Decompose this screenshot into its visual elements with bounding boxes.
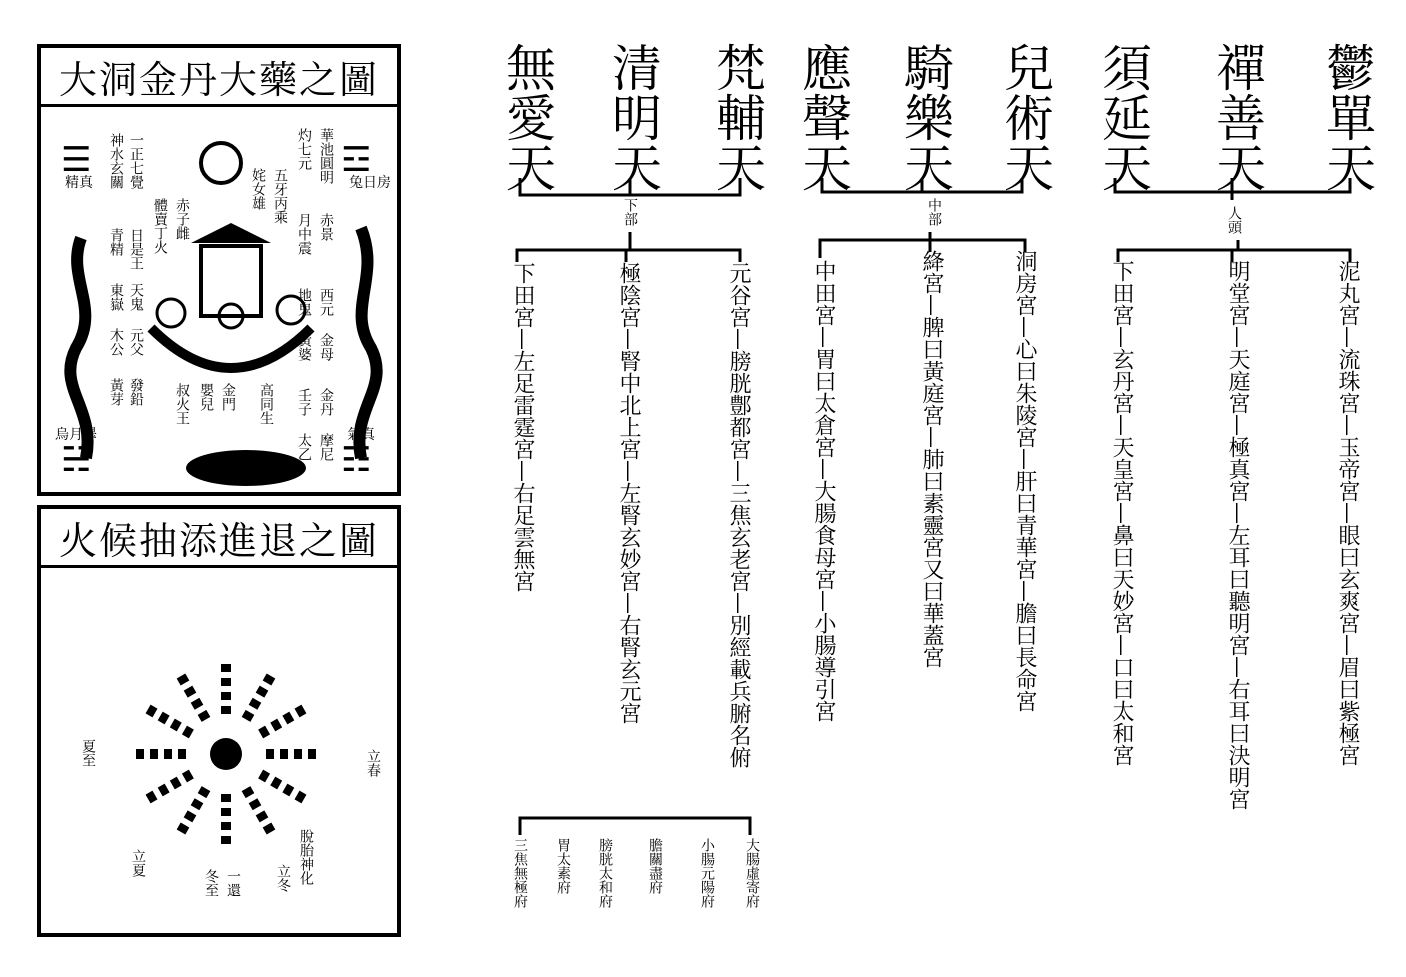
heaven-title: 兒術天: [996, 42, 1054, 192]
heaven-title: 清明天: [604, 42, 662, 192]
text-column: 元父: [128, 328, 144, 356]
text-column: 摩尼: [318, 433, 334, 461]
wheel-label: 立冬: [275, 864, 291, 892]
connector-line: [1118, 240, 1350, 262]
sub-branch: 胃太素府: [555, 838, 571, 894]
text-column: 嬰兒: [198, 383, 214, 411]
text-column: 姹女雄: [250, 168, 266, 210]
wheel-label: 脫胎神化: [298, 829, 314, 885]
text-column: 木公: [108, 328, 124, 356]
palace-branch: 極陰宮—腎中北上宮—左腎玄妙宮—右腎玄元宮: [616, 262, 641, 724]
text-column: 西元: [318, 288, 334, 316]
palace-branch: 洞房宮—心曰朱陵宮—肝曰青華宮—膽曰長命宮: [1012, 250, 1037, 712]
heaven-title: 無愛天: [498, 42, 556, 192]
heaven-title: 騎樂天: [896, 42, 954, 192]
heaven-title: 梵輔天: [708, 42, 766, 192]
palace-branch: 元谷宮—膀胱鄷都宮—三焦玄老宮—別經載兵腑名俯: [726, 262, 751, 768]
text-column: 赤景: [318, 213, 334, 241]
text-column: 地鬼: [296, 288, 312, 316]
heaven-title: 鬱單天: [1318, 42, 1376, 192]
tree-node: 人頭: [1226, 206, 1242, 234]
text-column: 壬子: [296, 388, 312, 416]
palace-branch: 泥丸宮—流珠宮—玉帝宮—眼曰玄爽宮—眉曰紫極宮: [1335, 260, 1360, 766]
text-column: 叔火王: [174, 383, 190, 425]
text-column: 東嶽: [108, 283, 124, 311]
sub-branch: 三焦無極府: [512, 838, 528, 908]
tree-node: 下部: [622, 198, 638, 226]
connector-line: [520, 818, 750, 835]
wheel-label: 冬至: [203, 869, 219, 897]
text-column: 金丹: [318, 388, 334, 416]
label: 氣真: [347, 427, 375, 443]
text-column: 黃芽: [108, 378, 124, 406]
text-column: 灼七元: [296, 128, 312, 170]
text-column: 太乙: [296, 433, 312, 461]
text-column: 青精: [108, 228, 124, 256]
text-column: 黃婆: [296, 333, 312, 361]
text-column: 金母: [318, 333, 334, 361]
trigram-icon: ☵: [61, 440, 92, 480]
text-column: 赤子雌: [174, 198, 190, 240]
text-column: 天鬼: [128, 283, 144, 311]
text-column: 月中震: [296, 213, 312, 255]
wheel-label: 一還: [225, 869, 241, 897]
heaven-title: 禪善天: [1208, 42, 1266, 192]
text-column: 發鉛: [128, 378, 144, 406]
sub-branch: 膽關盡府: [647, 838, 663, 894]
label: 烏月畢: [55, 427, 97, 443]
wheel-label: 立春: [365, 749, 381, 777]
trigram-icon: ☲: [341, 140, 372, 180]
sub-branch: 膀胱太和府: [597, 838, 613, 908]
text-column: 體賣丁火: [152, 198, 168, 254]
elixir-diagram-title: 大洞金丹大藥之圖: [41, 48, 397, 107]
sub-branch: 小腸元陽府: [699, 838, 715, 908]
palace-branch: 絳宮—脾曰黃庭宮—肺曰素靈宮又曰華蓋宮: [919, 250, 944, 668]
palace-branch: 中田宮—胃曰太倉宮—大腸食母宮—小腸導引宮: [811, 260, 836, 722]
tree-node: 中部: [926, 198, 942, 226]
sub-branch: 大腸虛寄府: [744, 838, 760, 908]
heaven-title: 須延天: [1094, 42, 1152, 192]
palace-branch: 明堂宮—天庭宮—極真宮—左耳曰聽明宮—右耳曰決明宮: [1225, 260, 1250, 810]
text-column: 金門: [220, 383, 236, 411]
wheel-label: 夏至: [80, 739, 96, 767]
text-column: 一正七覺: [128, 133, 144, 189]
text-column: 高同生: [258, 383, 274, 425]
text-column: 五牙丙乘: [272, 168, 288, 224]
text-column: 日是王: [128, 228, 144, 270]
label: 兔日房: [349, 175, 391, 191]
heaven-title: 應聲天: [794, 42, 852, 192]
trigram-icon: ☷: [341, 440, 372, 480]
palace-branch: 下田宮—玄丹宮—天皇宮—鼻曰天妙宮—口曰太和宮: [1109, 260, 1134, 766]
wheel-label: 立夏: [130, 849, 146, 877]
label: 精真: [65, 175, 93, 191]
connector-line: [517, 232, 740, 262]
trigram-icon: ☰: [61, 140, 92, 180]
text-column: 神水玄關: [108, 133, 124, 189]
fire-phase-title: 火候抽添進退之圖: [41, 509, 397, 568]
text-column: 華池圓明: [318, 128, 334, 184]
palace-branch: 下田宮—左足雷霆宮—右足雲無宮: [510, 262, 535, 592]
